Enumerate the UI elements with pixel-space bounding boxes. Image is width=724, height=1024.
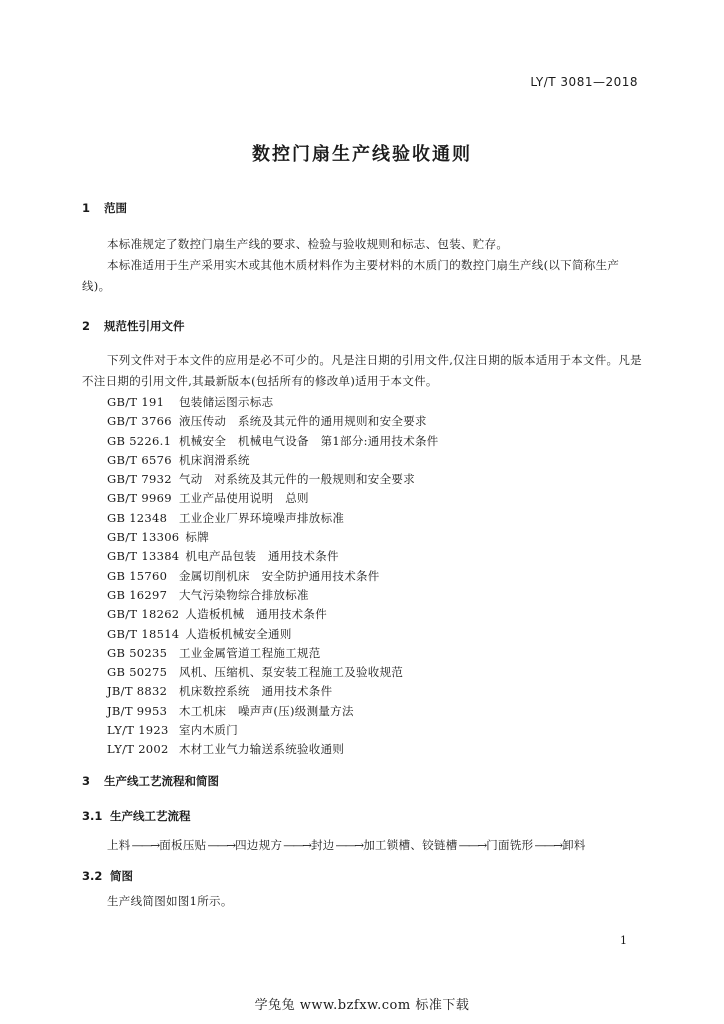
flow-arrow: ——→ [534,838,562,852]
footer-watermark: 学兔兔 www.bzfxw.com 标准下载 [254,998,470,1013]
process-step: 门面铣形 [486,838,534,852]
reference-item [107,605,439,624]
reference-code: GB/T 18514 [107,626,180,641]
scope-paragraph-1: 本标准规定了数控门扇生产线的要求、检验与验收规则和标志、包装、贮存。 [107,237,509,251]
reference-item [107,528,439,547]
normative-intro-paragraph: 下列文件对于本文件的应用是必不可少的。凡是注日期的引用文件,仅注日期的版本适用于本文件。凡是不注日期的引用文件,其最新版本(包括所有的修改单)适用于本文件。 [82,353,642,388]
reference-code: GB/T 13306 [107,530,180,545]
reference-code: JB/T 8832 [107,684,168,699]
reference-title: 金属切削机床 安全防护通用技术条件 [179,568,380,583]
reference-item [107,509,439,528]
reference-title: 液压传动 系统及其元件的通用规则和安全要求 [179,414,427,429]
process-step: 四边规方 [235,838,283,852]
reference-title: 气动 对系统及其元件的一般规则和安全要求 [179,472,415,487]
reference-item [107,702,439,721]
reference-title: 机床数控系统 通用技术条件 [179,684,333,699]
reference-code: GB/T 6576 [107,452,172,467]
reference-title: 风机、压缩机、泵安装工程施工及验收规范 [179,665,404,680]
reference-code: GB/T 9969 [107,491,172,506]
reference-code: GB/T 3766 [107,414,172,429]
reference-title: 标牌 [185,530,210,545]
subsection-number: 3.1 [82,809,103,823]
reference-title: 人造板机械 通用技术条件 [185,607,328,622]
reference-item [107,721,439,740]
reference-item [107,432,439,451]
reference-code: JB/T 9953 [107,703,168,718]
reference-item [107,625,439,644]
reference-code: GB/T 18262 [107,607,180,622]
reference-item [107,663,439,682]
reference-title: 室内木质门 [179,723,238,738]
section-2-heading [82,318,185,334]
reference-title: 包装储运图示标志 [179,395,274,409]
reference-item [107,412,439,431]
flow-arrow: ——→ [458,838,486,852]
process-step: 卸料 [562,838,586,852]
reference-item [107,470,439,489]
scope-paragraph-2: 本标准适用于生产采用实木或其他木质材料作为主要材料的木质门的数控门扇生产线(以下简称生产线)。 [82,258,620,293]
subsection-title: 生产线工艺流程 [110,809,191,823]
reference-title: 工业企业厂界环境噪声排放标准 [179,510,345,525]
document-title: 数控门扇生产线验收通则 [252,144,472,165]
reference-item [107,393,439,412]
reference-code: GB 15760 [107,568,168,583]
subsection-number: 3.2 [82,869,103,883]
flow-arrow: ——→ [207,838,235,852]
process-step: 封边 [310,838,335,852]
reference-item [107,682,439,701]
flow-arrow: ——→ [283,838,310,852]
reference-title: 机床润滑系统 [179,452,250,467]
section-number: 2 [82,319,91,333]
reference-code: GB 50235 [107,645,168,660]
section-title: 规范性引用文件 [104,319,185,333]
page-number: 1 [620,934,627,947]
reference-code: LY/T 1923 [107,723,169,738]
section-title: 范围 [104,201,127,215]
reference-item [107,489,439,508]
reference-title: 机电产品包装 通用技术条件 [185,549,339,564]
reference-title: 机械安全 机械电气设备 第1部分:通用技术条件 [179,433,439,448]
diagram-reference-text: 生产线简图如图1所示。 [107,894,233,908]
reference-code: GB 16297 [107,587,168,602]
reference-title: 人造板机械安全通则 [185,626,292,641]
reference-item [107,451,439,470]
section-3-heading [82,773,219,789]
subsection-3-1-heading [82,808,191,824]
reference-code: GB/T 13384 [107,549,180,564]
reference-code: GB 12348 [107,510,168,525]
reference-title: 木工机床 噪声声(压)级测量方法 [179,703,354,718]
reference-title: 木材工业气力输送系统验收通则 [179,742,345,757]
subsection-3-2-heading [82,868,133,884]
reference-title: 工业产品使用说明 总则 [179,491,309,506]
subsection-title: 简图 [110,869,133,883]
standard-code: LY/T 3081—2018 [530,75,638,89]
reference-item [107,740,439,759]
section-number: 3 [82,774,91,788]
flow-arrow: ——→ [335,838,363,852]
section-title: 生产线工艺流程和简图 [104,774,219,788]
reference-title: 工业金属管道工程施工规范 [179,645,321,660]
reference-code: GB/T 7932 [107,472,172,487]
flow-arrow: ——→ [131,838,159,852]
reference-item [107,586,439,605]
section-1-heading [82,200,127,216]
reference-title: 大气污染物综合排放标准 [179,587,309,602]
reference-item [107,567,439,586]
process-flow [107,837,586,853]
process-step: 上料 [107,838,131,852]
reference-code: GB/T 191 [107,395,165,409]
process-step: 加工锁槽、铰链槽 [363,838,458,852]
reference-item [107,547,439,566]
process-step: 面板压贴 [159,838,207,852]
reference-item [107,644,439,663]
reference-code: LY/T 2002 [107,742,169,757]
section-number: 1 [82,201,91,215]
normative-reference-list [107,393,439,760]
reference-code: GB 5226.1 [107,433,172,448]
reference-code: GB 50275 [107,665,168,680]
